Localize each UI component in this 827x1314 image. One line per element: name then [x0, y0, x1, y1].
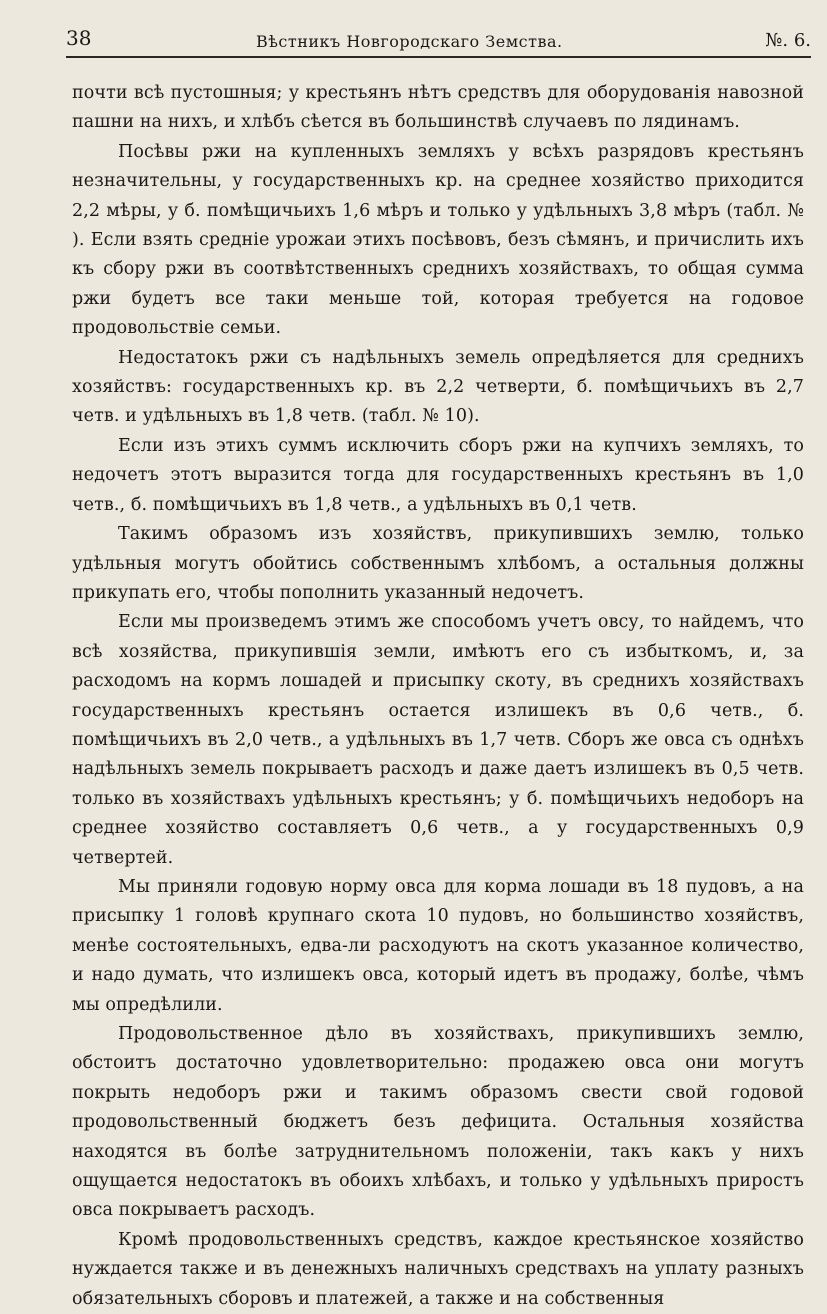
paragraph-6: Если мы произведемъ этимъ же способомъ учетъ овсу, то найдемъ, что всѣ хозяйства, прикупившiя земли, имѣютъ его съ избыткомъ, и, за расходомъ на кормъ лошадей и присыпку скоту, въ среднихъ хозяйствахъ государственныхъ крестьянъ остается излишекъ въ 0,6 четв., б. помѣщичьихъ въ 2,0 четв., а удѣльныхъ въ 1,7 четв. Сборъ же овса съ однѣхъ надѣльныхъ земель покрываетъ расходъ и даже даетъ излишекъ въ 0,5 четв. только въ хозяйствахъ удѣльныхъ крестьянъ; у б. помѣщичьихъ недоборъ на среднее хозяйство составляетъ 0,6 четв., а у государственныхъ 0,9 четвертей. [72, 612, 804, 868]
paragraph-4: Если изъ этихъ суммъ исключить сборъ ржи на купчихъ земляхъ, то недочетъ этотъ выразится тогда для государственныхъ крестьянъ въ 1,0 четв., б. помѣщичьихъ въ 1,8 четв., а удѣльныхъ въ 0,1 четв. [72, 435, 804, 515]
page-header [66, 24, 811, 58]
paragraph-3: Недостатокъ ржи съ надѣльныхъ земель опредѣляется для среднихъ хозяйствъ: государственныхъ кр. въ 2,2 четверти, б. помѣщичьихъ въ 2,7 четв. и удѣльныхъ въ 1,8 четв. (табл. № 10). [72, 347, 804, 427]
paragraph-2: Посѣвы ржи на купленныхъ земляхъ у всѣхъ разрядовъ крестьянъ незначительны, у государственныхъ кр. на среднее хозяйство приходится 2,2 мѣры, у б. помѣщичьихъ 1,6 мѣръ и только у удѣльныхъ 3,8 мѣръ (табл. № ). Если взять среднiе урожаи этихъ посѣвовъ, безъ сѣмянъ, и причислить ихъ къ сбору ржи въ соотвѣтственныхъ среднихъ хозяйствахъ, то общая сумма ржи будетъ все таки меньше той, которая требуется на годовое продовольствiе семьи. [72, 141, 804, 339]
issue-number: №. 6. [765, 30, 811, 51]
journal-title: Вѣстникъ Новгородскаго Земства. [256, 32, 563, 51]
paragraph-8: Продовольственное дѣло въ хозяйствахъ, прикупившихъ землю, обстоитъ достаточно удовлетворительно: продажею овса они могутъ покрыть недоборъ ржи и такимъ образомъ свести свой годовой продовольственный бюджетъ безъ дефицита. Остальныя хозяйства находятся въ болѣе затруднительномъ положенiи, такъ какъ у нихъ ощущается недостатокъ въ обоихъ хлѣбахъ, и только у удѣльныхъ приростъ овса покрываетъ расходъ. [72, 1024, 804, 1221]
paragraph-5: Такимъ образомъ изъ хозяйствъ, прикупившихъ землю, только удѣльныя могутъ обойтись собственнымъ хлѣбомъ, а остальныя должны прикупать его, чтобы пополнить указанный недочетъ. [72, 524, 804, 603]
paragraph-7: Мы приняли годовую норму овса для корма лошади въ 18 пудовъ, а на присыпку 1 головѣ крупнаго скота 10 пудовъ, но большинство хозяйствъ, менѣе состоятельныхъ, едва-ли расходуютъ на скотъ указанное количество, и надо думать, что излишекъ овса, который идетъ въ продажу, болѣе, чѣмъ мы опредѣлили. [72, 876, 804, 1015]
page-number: 38 [66, 26, 92, 50]
paragraph-9: Кромѣ продовольственныхъ средствъ, каждое крестьянское хозяйство нуждается также и въ денежныхъ наличныхъ средствахъ на уплату разныхъ обязательныхъ сборовъ и платежей, а также и на собственныя [72, 1229, 804, 1309]
body-text [72, 79, 804, 1314]
paragraph-1: почти всѣ пустошныя; у крестьянъ нѣтъ средствъ для оборудованiя навозной пашни на нихъ, и хлѣбъ сѣется въ большинствѣ случаевъ по лядинамъ. [72, 83, 804, 133]
